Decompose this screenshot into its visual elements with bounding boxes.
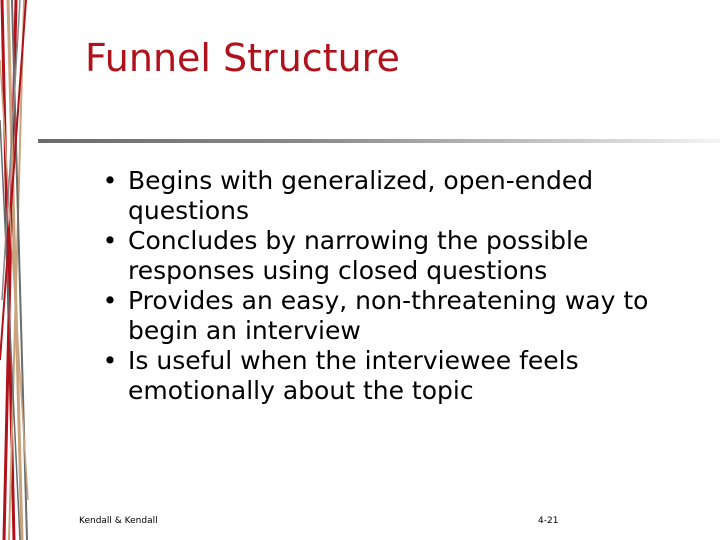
title-divider bbox=[38, 139, 720, 143]
bullet-item bbox=[100, 346, 710, 406]
bullet-marker: • bbox=[102, 286, 118, 315]
bullet-text: Concludes by narrowing the possible responses using closed questions bbox=[128, 226, 589, 285]
bullet-text: Is useful when the interviewee feels emotionally about the topic bbox=[128, 346, 579, 405]
bullet-list bbox=[100, 166, 710, 406]
bullet-item bbox=[100, 226, 710, 286]
bullet-text: Provides an easy, non-threatening way to begin an interview bbox=[128, 286, 649, 345]
bullet-marker: • bbox=[102, 346, 118, 375]
bullet-item bbox=[100, 286, 710, 346]
bullet-marker: • bbox=[102, 166, 118, 195]
footer-author: Kendall & Kendall bbox=[79, 516, 158, 526]
left-decorative-border bbox=[0, 0, 30, 540]
bullet-text: Begins with generalized, open-ended questions bbox=[128, 166, 594, 225]
bullet-item bbox=[100, 166, 710, 226]
footer-page-number: 4-21 bbox=[538, 516, 559, 526]
bullet-marker: • bbox=[102, 226, 118, 255]
slide-title: Funnel Structure bbox=[85, 36, 400, 80]
